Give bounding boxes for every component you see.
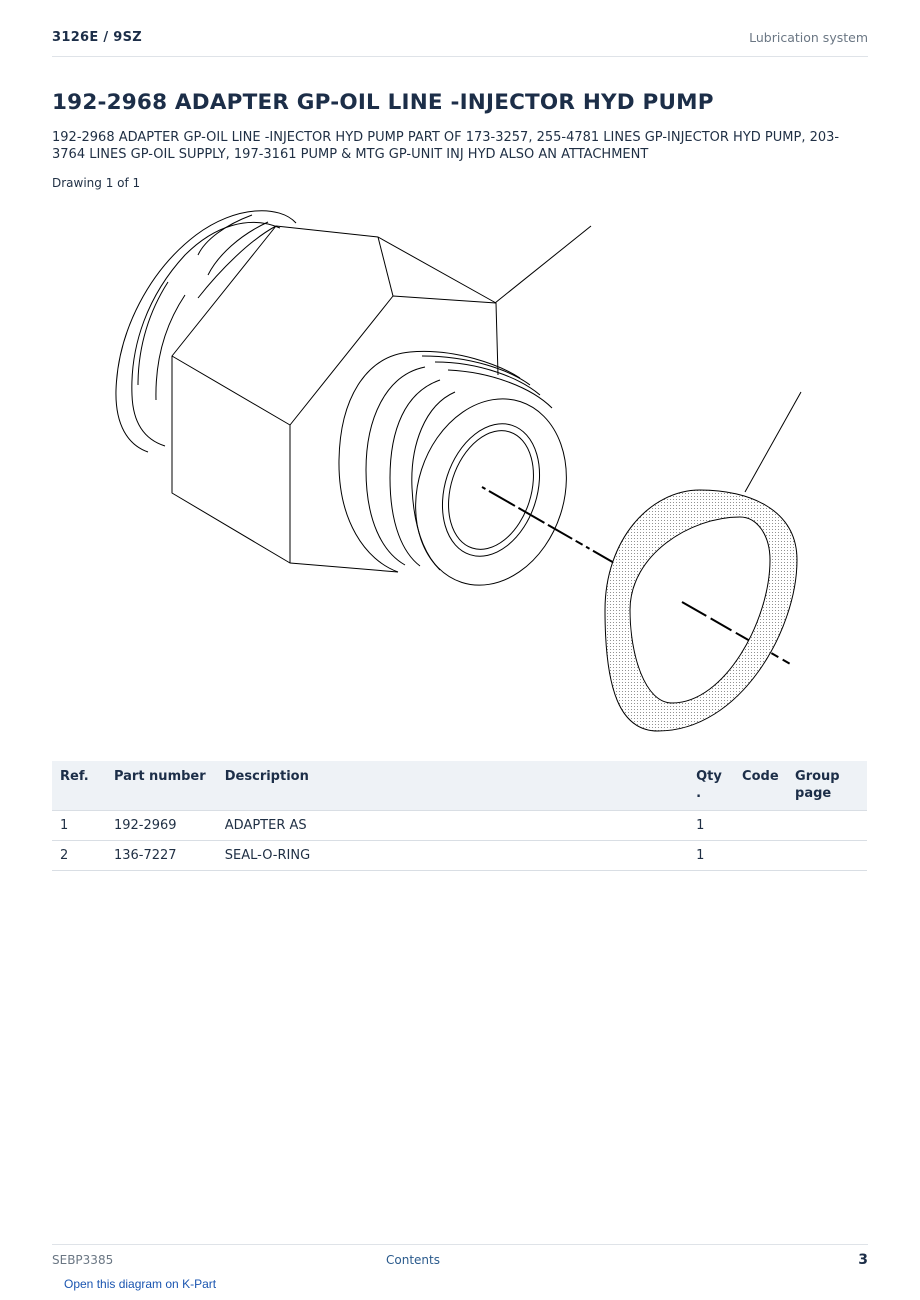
seal-o-ring <box>605 490 797 731</box>
adapter-threaded-end <box>339 351 590 605</box>
contents-link[interactable]: Contents <box>386 1253 440 1267</box>
section-name: Lubrication system <box>749 30 868 45</box>
table-header-row <box>52 761 867 811</box>
adapter-rear-flange <box>116 211 296 452</box>
col-description: Description <box>217 761 688 811</box>
cell-code <box>734 841 787 871</box>
document-number: SEBP3385 <box>52 1253 114 1267</box>
cell-qty: 1 <box>688 841 734 871</box>
drawing-counter: Drawing 1 of 1 <box>52 176 141 190</box>
cell-description: SEAL-O-RING <box>217 841 688 871</box>
open-diagram-link[interactable]: Open this diagram on K-Part <box>64 1277 217 1291</box>
col-qty: Qty . <box>688 761 734 811</box>
cell-qty: 1 <box>688 811 734 841</box>
group-description: 192-2968 ADAPTER GP-OIL LINE -INJECTOR HYD PUMP PART OF 173-3257, 255-4781 LINES GP-INJECTOR HYD PUMP, 203-3764 LINES GP-OIL SUPPLY, 197-3161 PUMP & MTG GP-UNIT INJ HYD ALSO AN ATTACHMENT <box>52 130 840 162</box>
cell-group-page <box>787 841 867 871</box>
col-code: Code <box>734 761 787 811</box>
centerline <box>482 487 616 564</box>
cell-part-number: 192-2969 <box>106 811 217 841</box>
col-part-number: Part number <box>106 761 217 811</box>
page-header <box>52 28 868 57</box>
cell-description: ADAPTER AS <box>217 811 688 841</box>
parts-table <box>52 761 867 871</box>
col-group-page: Group page <box>787 761 867 811</box>
page-title: 192-2968 ADAPTER GP-OIL LINE -INJECTOR HYD PUMP <box>52 90 714 115</box>
col-ref: Ref. <box>52 761 106 811</box>
leader-line-2 <box>745 392 801 492</box>
leader-line-1 <box>495 226 591 303</box>
adapter-hex-body <box>172 226 498 572</box>
table-row <box>52 811 867 841</box>
cell-group-page <box>787 811 867 841</box>
parts-diagram <box>52 190 832 750</box>
cell-ref: 2 <box>52 841 106 871</box>
table-row <box>52 841 867 871</box>
model-serial: 3126E / 9SZ <box>52 30 142 45</box>
page-number: 3 <box>858 1252 868 1268</box>
cell-part-number: 136-7227 <box>106 841 217 871</box>
cell-code <box>734 811 787 841</box>
footer-divider <box>52 1244 868 1245</box>
cell-ref: 1 <box>52 811 106 841</box>
